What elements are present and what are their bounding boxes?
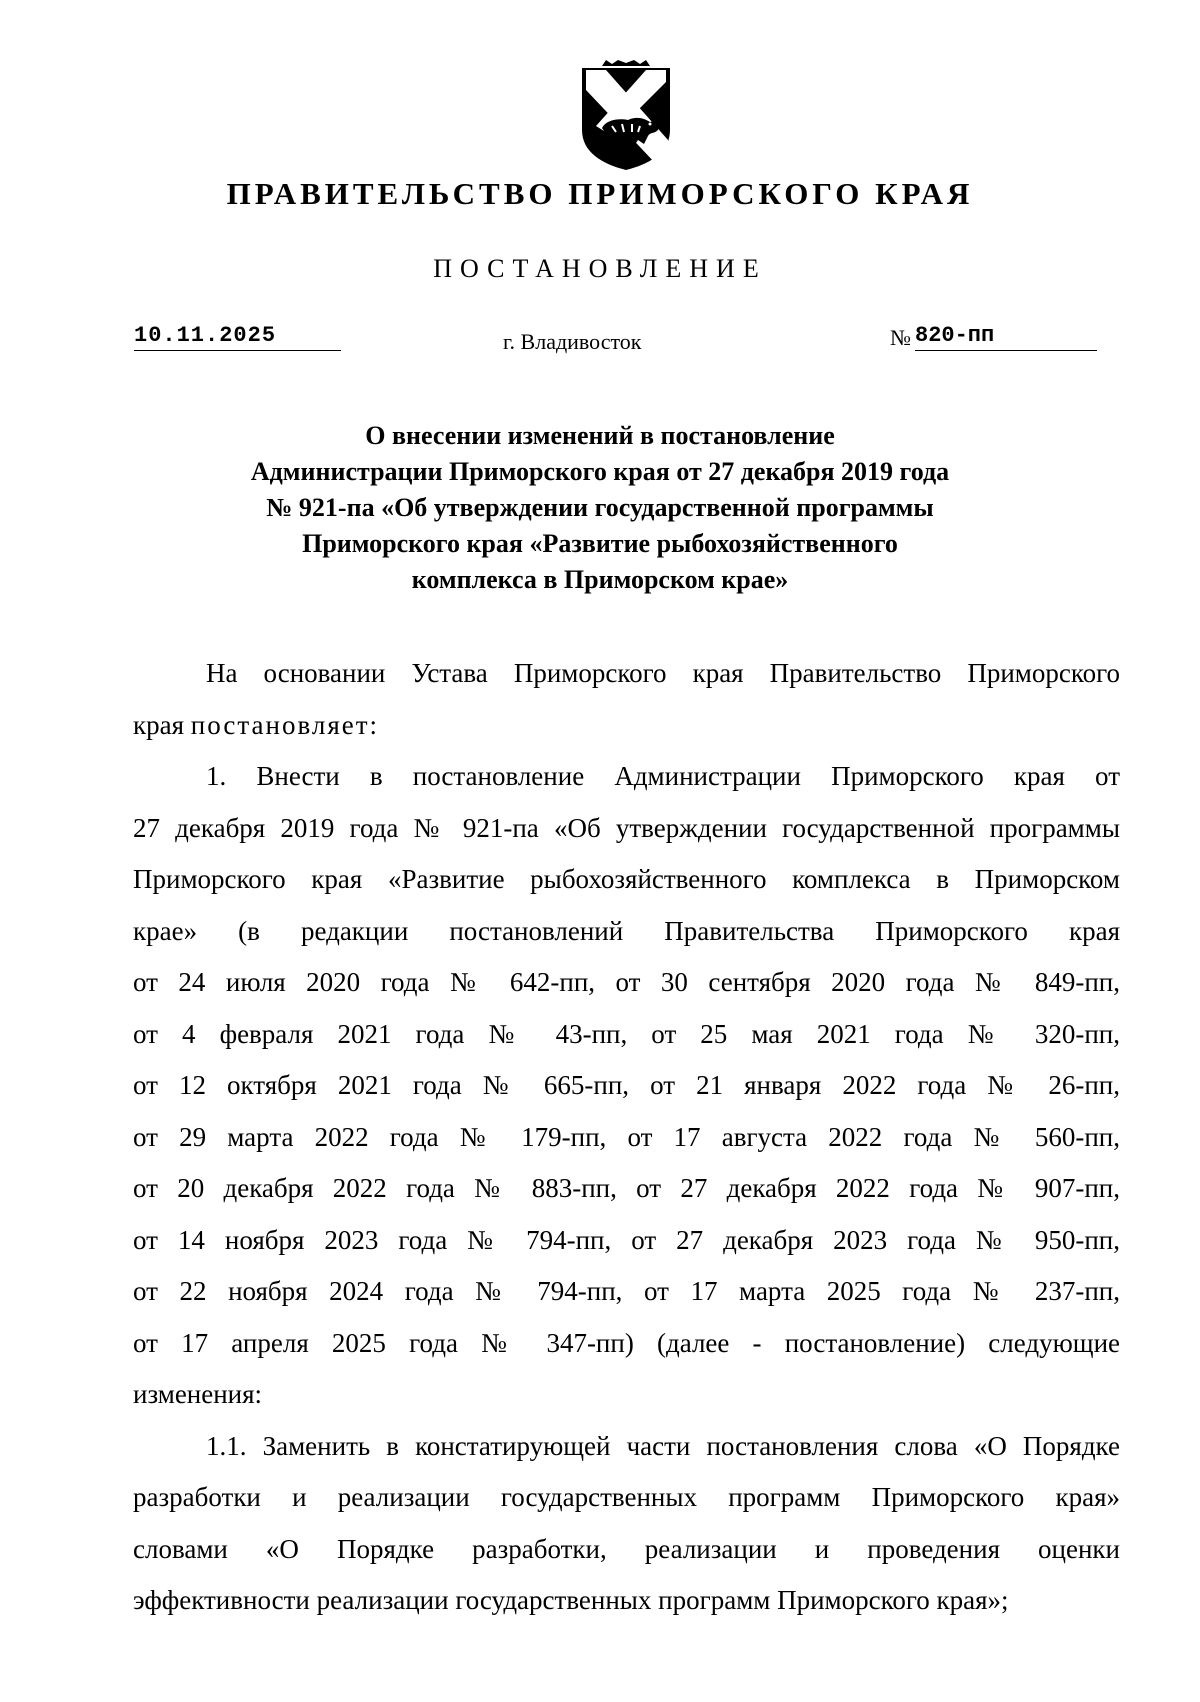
body-line: от 29 марта 2022 года № 179-пп, от 17 августа 2022 года № 560-пп,	[133, 1121, 1120, 1152]
body-line: от 14 ноября 2023 года № 794-пп, от 27 декабря 2023 года № 950-пп,	[133, 1224, 1120, 1255]
body-text: края	[133, 709, 191, 740]
subject-line: комплекса в Приморском крае»	[411, 565, 789, 594]
body-line: от 12 октября 2021 года № 665-пп, от 21 января 2022 года № 26-пп,	[133, 1070, 1120, 1100]
subject-line: О внесении изменений в постановление	[365, 421, 835, 450]
document-city: г. Владивосток	[503, 329, 642, 354]
document-subject	[150, 418, 1050, 598]
body-line: от 17 апреля 2025 года № 347-пп) (далее - постановление) следующие	[133, 1327, 1120, 1358]
body-line: 1. Внести в постановление Администрации Приморского края от	[206, 761, 1120, 791]
body-line: На основании Устава Приморского края Правительство Приморского	[206, 658, 1120, 688]
body-line: от 4 февраля 2021 года № 43-пп, от 25 мая 2021 года № 320-пп,	[133, 1018, 1120, 1049]
body-line: 27 декабря 2019 года № 921-па «Об утверждении государственной программы	[133, 812, 1120, 843]
document-body	[133, 648, 1120, 1627]
body-line: эффективности реализации государственных программ Приморского края»;	[133, 1585, 1009, 1615]
body-line: крае» (в редакции постановлений Правительства Приморского края	[133, 915, 1120, 946]
body-line: Приморского края «Развитие рыбохозяйственного комплекса в Приморском	[133, 864, 1120, 894]
document-date: 10.11.2025	[134, 323, 341, 351]
body-line: 1.1. Заменить в констатирующей части постановления слова «О Порядке	[206, 1430, 1120, 1461]
subject-line: Администрации Приморского края от 27 декабря 2019 года	[250, 457, 950, 486]
body-line: от 20 декабря 2022 года № 883-пп, от 27 декабря 2022 года № 907-пп,	[133, 1173, 1120, 1203]
body-line	[133, 700, 1120, 752]
subject-line: № 921-па «Об утверждении государственной программы	[266, 493, 934, 522]
body-line: разработки и реализации государственных программ Приморского края»	[133, 1482, 1120, 1512]
body-line: изменения:	[133, 1379, 263, 1409]
number-sign: №	[890, 325, 911, 350]
document-type: ПОСТАНОВЛЕНИЕ	[433, 254, 767, 283]
decree-verb: постановляет:	[190, 709, 380, 740]
body-line: словами «О Порядке разработки, реализации и проведения оценки	[133, 1533, 1120, 1564]
government-name: ПРАВИТЕЛЬСТВО ПРИМОРСКОГО КРАЯ	[226, 176, 974, 211]
subject-line: Приморского края «Развитие рыбохозяйственного	[302, 529, 898, 558]
coat-of-arms-icon	[572, 60, 680, 172]
body-line: от 22 ноября 2024 года № 794-пп, от 17 марта 2025 года № 237-пп,	[133, 1276, 1120, 1306]
document-number: 820-пп	[915, 323, 1097, 351]
body-line: от 24 июля 2020 года № 642-пп, от 30 сентября 2020 года № 849-пп,	[133, 967, 1120, 997]
